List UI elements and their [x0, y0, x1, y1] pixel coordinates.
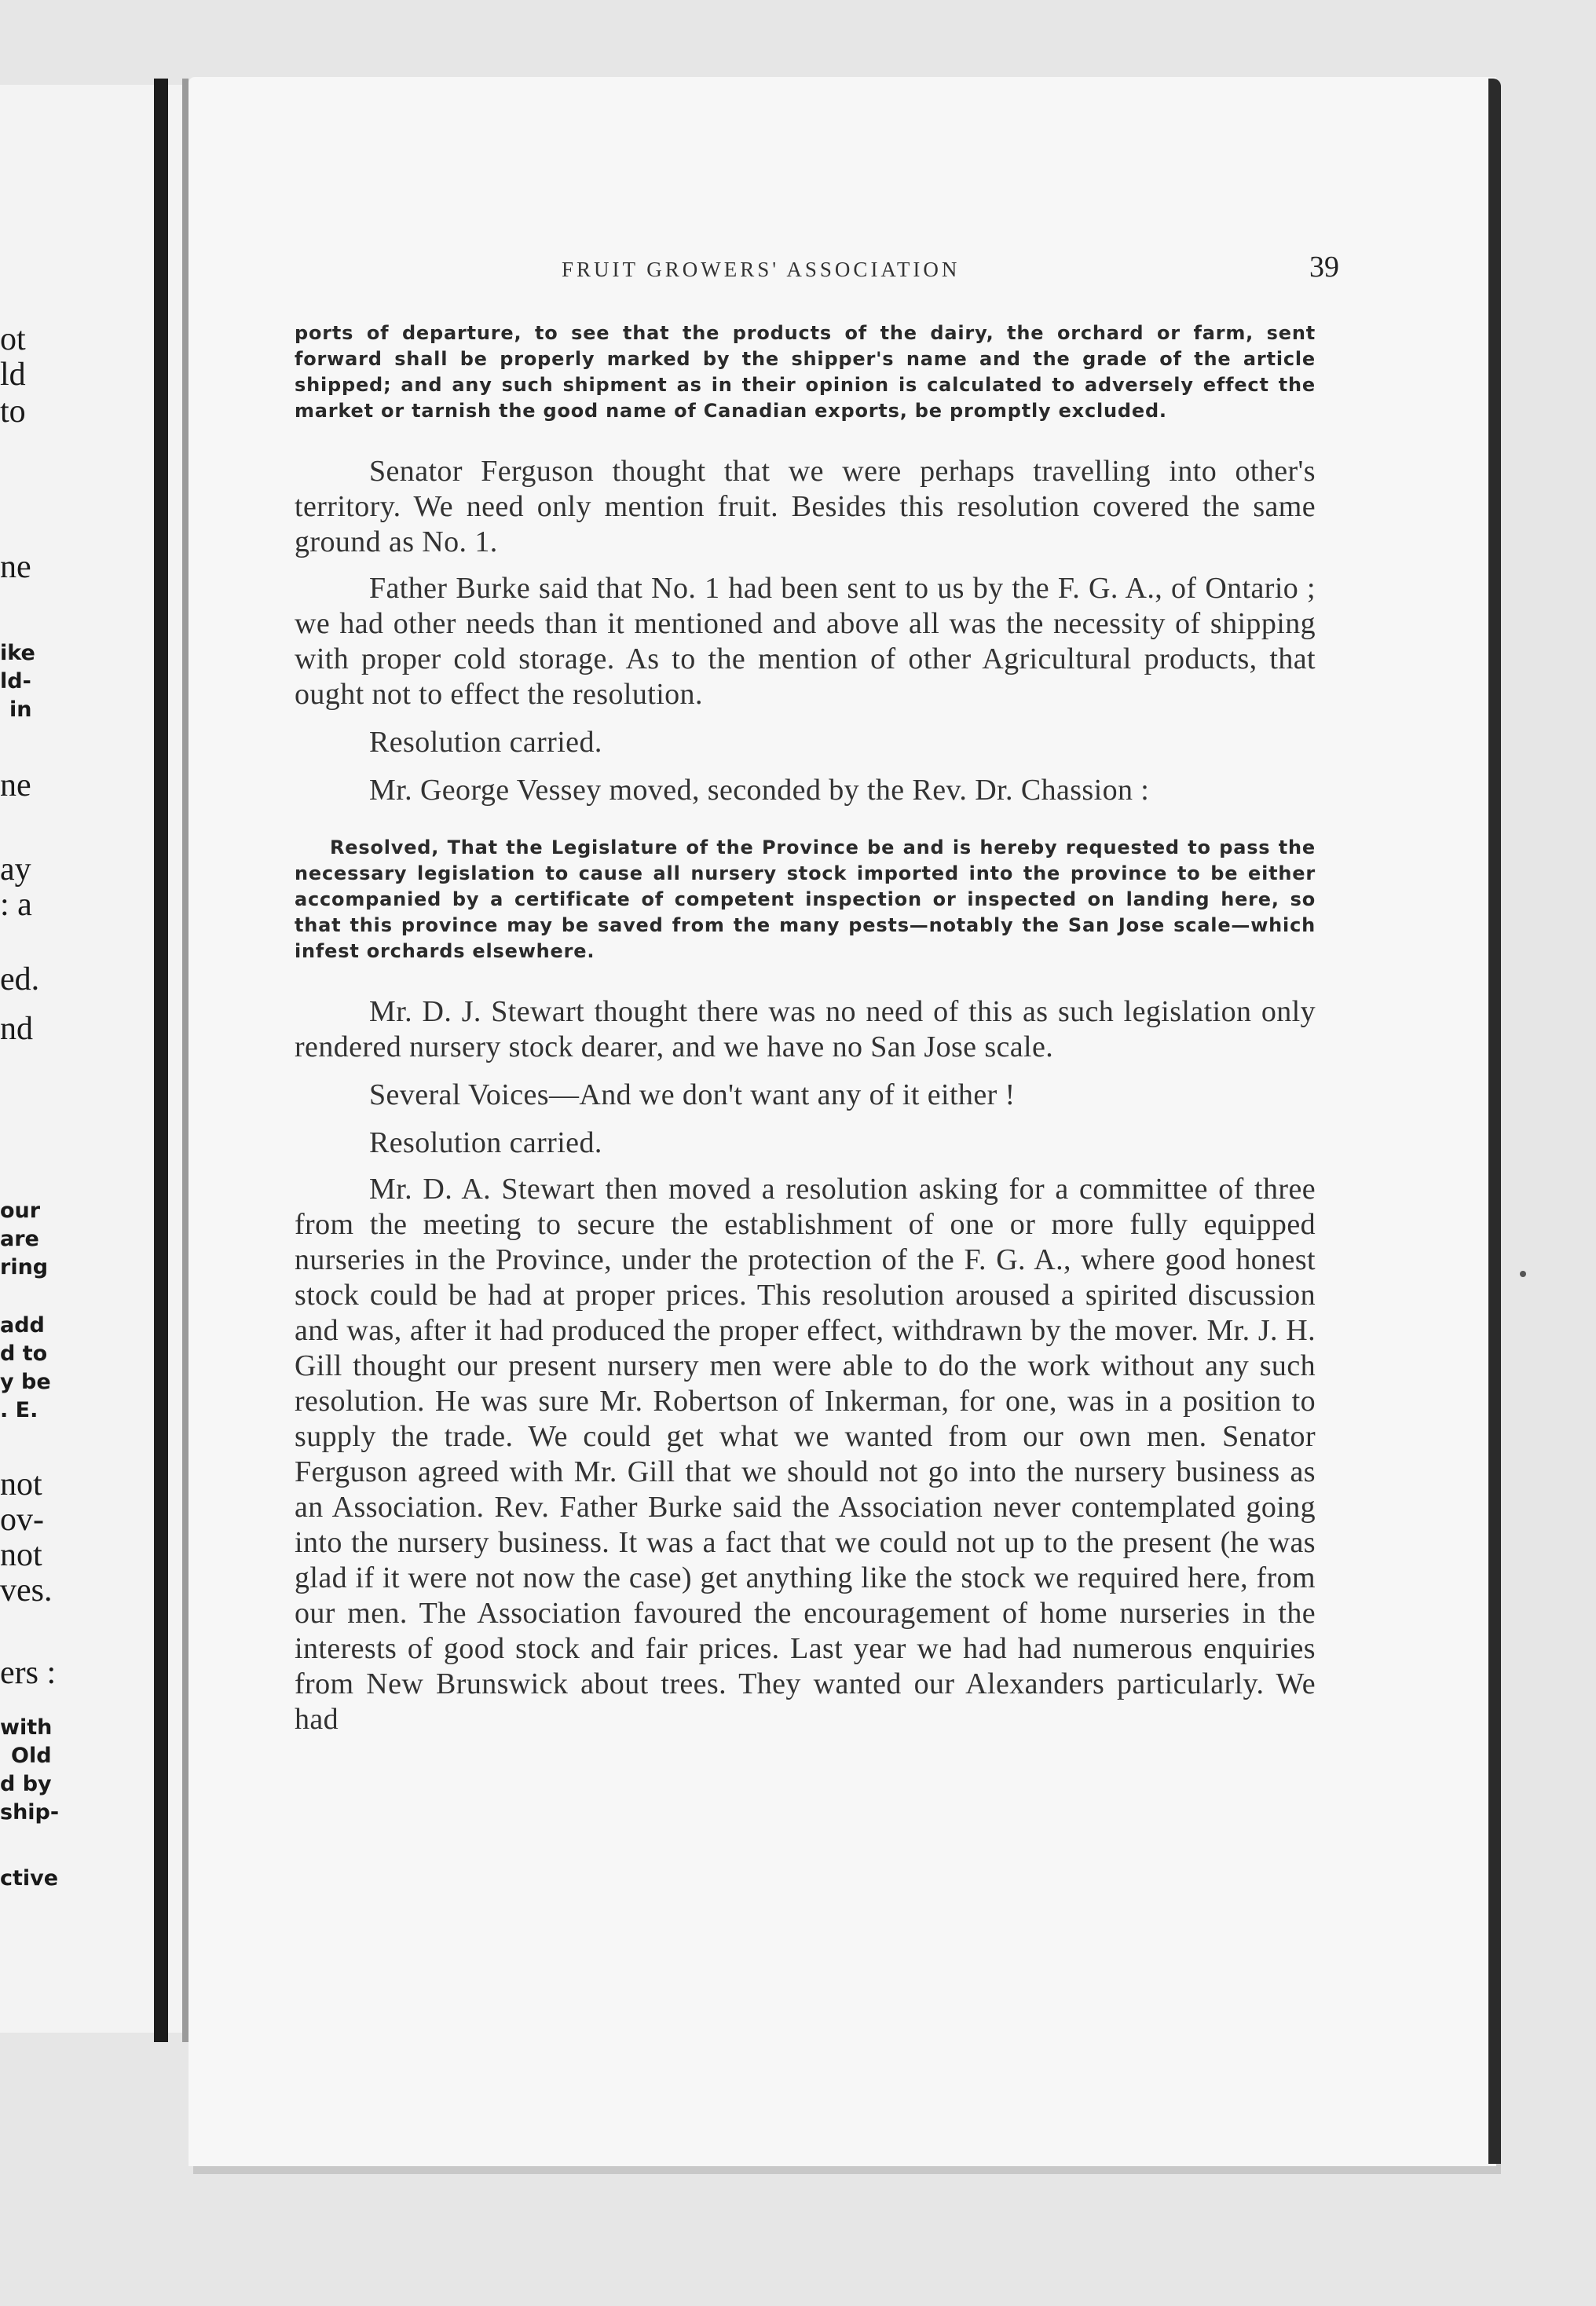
- facing-page-text: ov-: [0, 1502, 44, 1538]
- book-page: [189, 77, 1496, 2166]
- facing-page-text: ld-: [0, 669, 31, 694]
- paragraph: Father Burke said that No. 1 had been sent to us by the F. G. A., of Ontario ; we had other needs than it mentioned and above all was the necessity of shipping with proper cold storage. As to the mention of other Agricultural products, that ought not to effect the resolution.: [295, 572, 1316, 711]
- facing-page-text: . E.: [0, 1398, 38, 1422]
- facing-page-text: ring: [0, 1255, 49, 1279]
- facing-page-text: ld: [0, 357, 26, 393]
- facing-page-text: are: [0, 1227, 39, 1251]
- book-gutter-edge: [182, 79, 189, 2042]
- running-title: FRUIT GROWERS' ASSOCIATION: [562, 258, 961, 281]
- facing-page-text: ctive: [0, 1866, 59, 1891]
- facing-page-text: ne: [0, 549, 31, 585]
- quoted-resolution: Resolved, That the Legislature of the Province be and is hereby requested to pass the necessary legislation to cause all nursery stock imported into the province to be either accompanied by a certificate of competent inspection or inspected on landing here, so that this province may be saved from the many pests—notably the San Jose scale—which infest orchards elsewhere.: [295, 836, 1316, 962]
- facing-page-text: y be: [0, 1370, 51, 1394]
- paragraph: Several Voices—And we don't want any of it either !: [369, 1078, 1016, 1111]
- page-content: [295, 250, 1339, 1737]
- facing-page-text: d by: [0, 1772, 52, 1796]
- running-header: [295, 250, 1339, 297]
- book-gutter-shadow: [154, 79, 168, 2042]
- facing-page-text: not: [0, 1537, 42, 1573]
- quoted-resolution-continuation: ports of departure, to see that the products of the dairy, the orchard or farm, sent forward shall be properly marked by the shipper's name and the grade of the article shipped; and any such shipment as in their opinion is calculated to adversely effect the market or tarnish the good name of Canadian exports, be promptly excluded.: [295, 322, 1316, 422]
- page-right-edge-shadow: [1488, 79, 1501, 2164]
- paragraph: Mr. D. J. Stewart thought there was no need of this as such legislation only rendered nursery stock dearer, and we have no San Jose scale.: [295, 995, 1316, 1063]
- facing-page-text: to: [0, 393, 26, 430]
- paragraph: Mr. D. A. Stewart then moved a resolution asking for a committee of three from the meeting to secure the establishment of one or more fully equipped nurseries in the Province, under the protection of the F. G. A., where good honest stock could be had at proper prices. This resolution aroused a spirited discussion and was, after it had produced the proper effect, withdrawn by the mover. Mr. J. H. Gill thought our present nursery men were able to do the work without any such resolution. He was sure Mr. Robertson of Inkerman, for one, was in a position to supply the trade. We could get what we wanted from our own men. Senator Ferguson agreed with Mr. Gill that we should not go into the nursery business as an Association. Rev. Father Burke said the Association never contemplated going into the nursery business. It was a fact that we could not up to the present (he was glad if it were not now the case) get anything like the stock we required here, from our men. The Association favoured the encouragement of home nurseries in the interests of good stock and fair prices. Last year we had had numerous enquiries from New Brunswick about trees. They wanted our Alexanders particularly. We had: [295, 1173, 1316, 1736]
- facing-page-text: ed.: [0, 961, 40, 997]
- facing-page-text: our: [0, 1199, 41, 1223]
- facing-page-text: ike: [0, 641, 35, 665]
- paragraph: Resolution carried.: [369, 726, 602, 759]
- facing-page-text: ers :: [0, 1655, 57, 1691]
- facing-page-text: d to: [0, 1342, 48, 1366]
- facing-page-text: ot: [0, 321, 26, 357]
- facing-page-text: ne: [0, 767, 31, 803]
- facing-page-text: ves.: [0, 1572, 53, 1609]
- facing-page-text: : a: [0, 887, 32, 923]
- facing-page-text: ay: [0, 851, 31, 888]
- paragraph: Senator Ferguson thought that we were perhaps travelling into other's territory. We need only mention fruit. Besides this resolution covered the same ground as No. 1.: [295, 455, 1316, 558]
- facing-page-text: Old: [11, 1744, 52, 1768]
- facing-page-text: ship-: [0, 1800, 60, 1825]
- facing-page-text: nd: [0, 1011, 33, 1047]
- page-number: 39: [1309, 251, 1339, 284]
- facing-page-text: in: [9, 697, 32, 722]
- scan-speck: [1520, 1271, 1526, 1277]
- paragraph: Mr. George Vessey moved, seconded by the Rev. Dr. Chassion :: [369, 774, 1150, 807]
- facing-page-text: not: [0, 1466, 42, 1503]
- facing-page-text: with: [0, 1715, 53, 1740]
- facing-page-text: add: [0, 1313, 45, 1338]
- paragraph: Resolution carried.: [369, 1126, 602, 1159]
